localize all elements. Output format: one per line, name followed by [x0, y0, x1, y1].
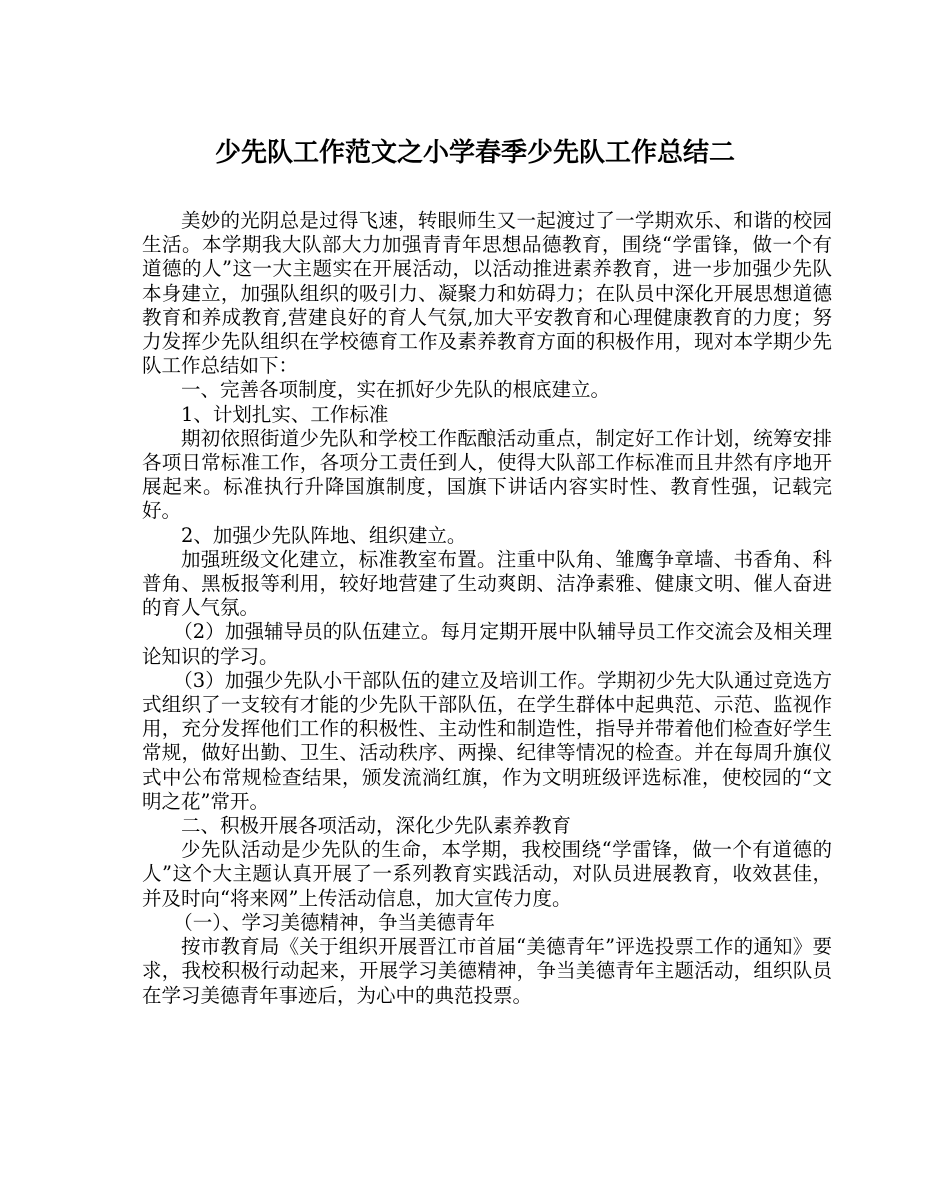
- subsection-heading: 2、加强少先队阵地、组织建立。: [181, 523, 467, 547]
- section-heading: 一、完善各项制度，实在抓好少先队的根底建立。: [181, 378, 611, 402]
- subsection-heading: 1、计划扎实、工作标准: [181, 402, 389, 426]
- paragraph: 期初依照街道少先队和学校工作酝酿活动重点，制定好工作计划，统筹安排各项日常标准工作，各项分工责任到人，使得大队部工作标准而且井然有序地开展起来。标准执行升降国旗制度，国旗下讲话内容实时性、教育性强，记载完好。: [142, 426, 832, 523]
- paragraph: 少先队活动是少先队的生命，本学期，我校围绕“学雷锋，做一个有道德的人”这个大主题认真开展了一系列教育实践活动，对队员进展教育，收效甚佳，并及时向“将来网”上传活动信息，加大宣传力度。: [142, 838, 832, 910]
- paragraph: （2）加强辅导员的队伍建立。每月定期开展中队辅导员工作交流会及相关理论知识的学习。: [142, 620, 832, 668]
- paragraph: （3）加强少先队小干部队伍的建立及培训工作。学期初少先大队通过竞选方式组织了一支较有才能的少先队干部队伍，在学生群体中起典范、示范、监视作用，充分发挥他们工作的积极性、主动性和制造性，指导并带着他们检查好学生常规，做好出勤、卫生、活动秩序、两操、纪律等情况的检查。并在每周升旗仪式中公布常规检查结果，颁发流淌红旗，作为文明班级评选标准，使校园的“文明之花”常开。: [142, 668, 832, 813]
- subsection-heading: （一）、学习美德精神，争当美德青年: [173, 910, 495, 934]
- section-heading: 二、积极开展各项活动，深化少先队素养教育: [181, 814, 572, 838]
- document-title: 少先队工作范文之小学春季少先队工作总结二: [214, 138, 735, 168]
- paragraph: 加强班级文化建立，标准教室布置。注重中队角、雏鹰争章墙、书香角、科普角、黑板报等利用，较好地营建了生动爽朗、洁净素雅、健康文明、催人奋进的育人气氛。: [142, 547, 832, 620]
- paragraph: 按市教育局《关于组织开展晋江市首届“美德青年”评选投票工作的通知》要求，我校积极行动起来，开展学习美德精神，争当美德青年主题活动，组织队员在学习美德青年事迹后，为心中的典范投票。: [142, 935, 832, 1007]
- document-body: [142, 209, 832, 1008]
- paragraph: 美妙的光阴总是过得飞速，转眼师生又一起渡过了一学期欢乐、和谐的校园生活。本学期我大队部大力加强青青年思想品德教育，围绕“学雷锋，做一个有道德的人”这一大主题实在开展活动，以活动推进素养教育，进一步加强少先队本身建立，加强队组织的吸引力、凝聚力和妨碍力；在队员中深化开展思想道德教育和养成教育,营建良好的育人气氛,加大平安教育和心理健康教育的力度；努力发挥少先队组织在学校德育工作及素养教育方面的积极作用，现对本学期少先队工作总结如下：: [142, 209, 832, 378]
